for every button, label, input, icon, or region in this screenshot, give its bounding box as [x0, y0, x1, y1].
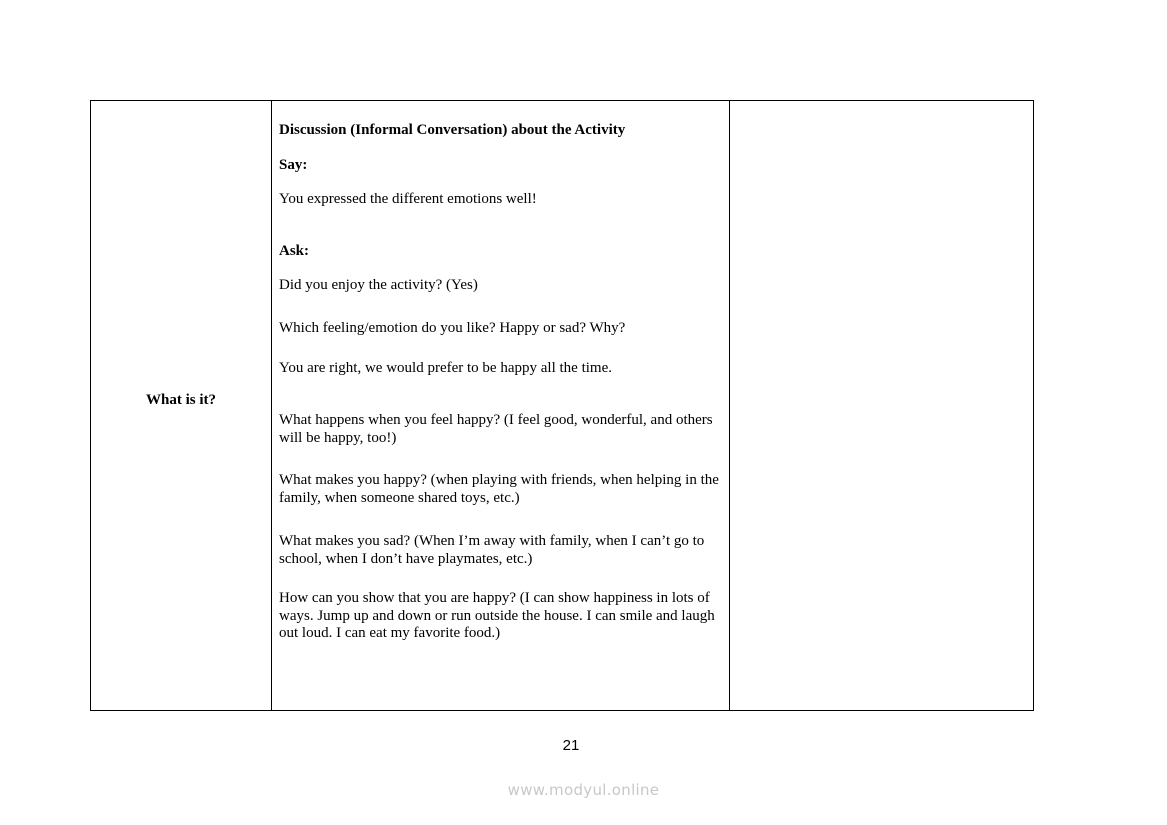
lesson-table	[90, 100, 1034, 711]
question-item: How can you show that you are happy? (I can show happiness in lots of ways. Jump up and down or run outside the house. I can smile and laugh out loud. I can eat my favorite food.)	[279, 590, 715, 641]
right-column	[730, 101, 1033, 710]
say-text: You expressed the different emotions well!	[279, 191, 537, 207]
question-item: What makes you sad? (When I’m away with family, when I can’t go to school, when I don’t have playmates, etc.)	[279, 533, 705, 567]
question-item: Did you enjoy the activity? (Yes)	[279, 277, 478, 293]
activity-heading: Discussion (Informal Conversation) about the Activity	[279, 122, 626, 138]
question-item: What happens when you feel happy? (I feel good, wonderful, and others will be happy, too!)	[279, 412, 713, 446]
page-number: 21	[562, 737, 580, 754]
question-item: Which feeling/emotion do you like? Happy or sad? Why?	[279, 320, 626, 336]
watermark: www.modyul.online	[507, 781, 660, 799]
middle-column	[272, 101, 730, 710]
question-item: What makes you happy? (when playing with friends, when helping in the family, when someone shared toys, etc.)	[279, 472, 719, 506]
section-label: What is it?	[145, 392, 216, 408]
say-label: Say:	[279, 157, 308, 173]
ask-label: Ask:	[279, 243, 310, 259]
left-column	[91, 101, 272, 710]
question-item: You are right, we would prefer to be happy all the time.	[279, 360, 612, 376]
